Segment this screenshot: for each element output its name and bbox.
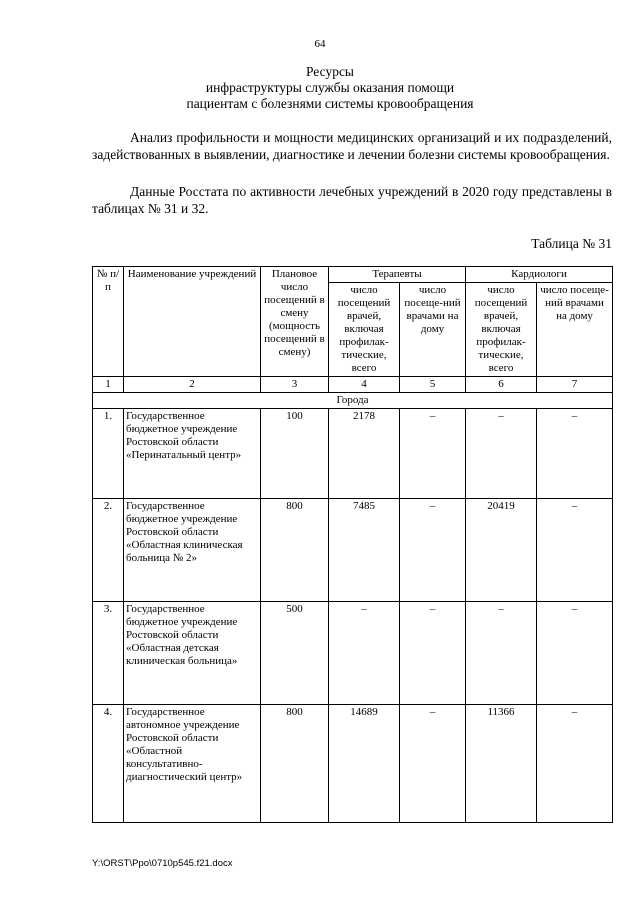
row-planned: 100 (261, 409, 329, 499)
row-therapist-home: – (400, 602, 466, 705)
row-planned: 800 (261, 499, 329, 602)
header-num: № п/п (93, 267, 124, 377)
row-num: 2. (93, 499, 124, 602)
column-number: 5 (400, 377, 466, 393)
column-number: 6 (466, 377, 537, 393)
row-cardiologist-visits: – (466, 409, 537, 499)
header-cardiologist-visits: число посещений врачей, включая профилак-тические, всего (466, 283, 537, 377)
paragraph-analysis: Анализ профильности и мощности медицинских организаций и их подразделений, задействованных в выявлении, диагностике и лечении болезни системы кровообращения. (92, 130, 612, 162)
column-number: 3 (261, 377, 329, 393)
column-number-row (93, 377, 613, 393)
table-row (93, 705, 613, 823)
row-num: 3. (93, 602, 124, 705)
column-number: 2 (124, 377, 261, 393)
page-number: 64 (314, 38, 326, 50)
column-number: 1 (93, 377, 124, 393)
table-label: Таблица № 31 (531, 236, 612, 251)
row-therapist-home: – (400, 409, 466, 499)
column-number: 7 (537, 377, 613, 393)
header-therapist-visits: число посещений врачей, включая профилак-тические, всего (329, 283, 400, 377)
row-therapist-visits: 7485 (329, 499, 400, 602)
row-num: 1. (93, 409, 124, 499)
document-title (40, 64, 620, 112)
row-cardiologist-visits: 11366 (466, 705, 537, 823)
title-line-2: инфраструктуры службы оказания помощи (205, 80, 455, 95)
footer-file-path: Y:\ORST\Ppo\0710p545.f21.docx (92, 858, 233, 869)
row-therapist-visits: 2178 (329, 409, 400, 499)
row-planned: 800 (261, 705, 329, 823)
table-row (93, 409, 613, 499)
header-therapists: Терапевты (329, 267, 466, 283)
row-therapist-visits: 14689 (329, 705, 400, 823)
row-cardiologist-home: – (537, 499, 613, 602)
table-header-row-1 (93, 267, 613, 283)
header-therapist-home: число посеще-ний врачами на дому (400, 283, 466, 377)
row-therapist-home: – (400, 499, 466, 602)
header-planned: Плановое число посещений в смену (мощность посещений в смену) (261, 267, 329, 377)
section-row (93, 393, 613, 409)
resources-table (92, 266, 613, 823)
row-cardiologist-home: – (537, 602, 613, 705)
row-num: 4. (93, 705, 124, 823)
row-name: Государственное автономное учреждение Ростовской области «Областной консультативно-диагностический центр» (124, 705, 261, 823)
row-cardiologist-visits: 20419 (466, 499, 537, 602)
section-cities: Города (93, 393, 613, 409)
row-cardiologist-visits: – (466, 602, 537, 705)
row-cardiologist-home: – (537, 705, 613, 823)
header-name: Наименование учреждений (124, 267, 261, 377)
row-therapist-visits: – (329, 602, 400, 705)
title-line-1: Ресурсы (305, 64, 355, 79)
row-name: Государственное бюджетное учреждение Ростовской области «Перинатальный центр» (124, 409, 261, 499)
header-cardiologist-home: число посеще-ний врачами на дому (537, 283, 613, 377)
table-row (93, 602, 613, 705)
row-therapist-home: – (400, 705, 466, 823)
title-line-3: пациентам с болезнями системы кровообращения (186, 96, 474, 111)
table-row (93, 499, 613, 602)
header-cardiologists: Кардиологи (466, 267, 613, 283)
row-name: Государственное бюджетное учреждение Ростовской области «Областная клиническая больница № 2» (124, 499, 261, 602)
row-cardiologist-home: – (537, 409, 613, 499)
paragraph-rosstat: Данные Росстата по активности лечебных учреждений в 2020 году представлены в таблицах № 31 и 32. (92, 184, 612, 216)
row-planned: 500 (261, 602, 329, 705)
row-name: Государственное бюджетное учреждение Ростовской области «Областная детская клиническая больница» (124, 602, 261, 705)
column-number: 4 (329, 377, 400, 393)
